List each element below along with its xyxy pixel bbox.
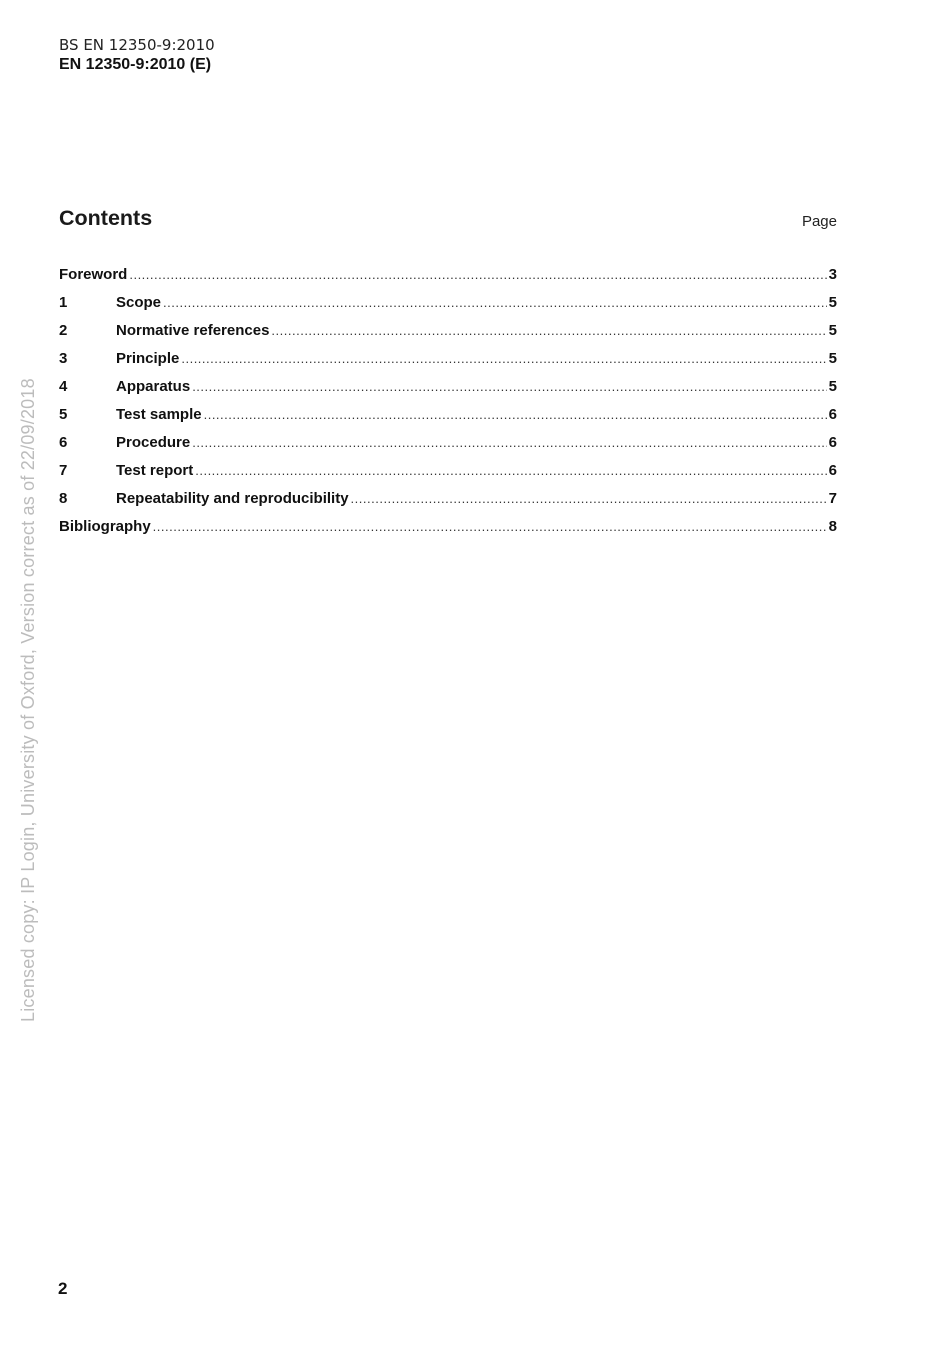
standard-bs-code: BS EN 12350-9:2010 — [59, 36, 215, 54]
dot-leader — [271, 323, 826, 338]
dot-leader — [204, 407, 827, 422]
dot-leader — [192, 435, 826, 450]
toc-entry-page: 6 — [828, 406, 837, 423]
toc-entry-title: Normative references — [116, 322, 270, 339]
toc-entry-foreword[interactable] — [59, 266, 837, 294]
table-of-contents — [59, 266, 837, 546]
toc-entry-number: 3 — [59, 350, 68, 367]
toc-entry-number: 6 — [59, 434, 68, 451]
dot-leader — [163, 295, 827, 310]
toc-entry-scope[interactable] — [59, 294, 837, 322]
toc-entry-page: 3 — [828, 266, 837, 283]
toc-entry-apparatus[interactable] — [59, 378, 837, 406]
dot-leader — [351, 491, 827, 506]
toc-entry-number: 5 — [59, 406, 68, 423]
toc-entry-page: 5 — [828, 322, 837, 339]
toc-entry-page: 8 — [828, 518, 837, 535]
toc-entry-number: 4 — [59, 378, 68, 395]
toc-entry-number: 1 — [59, 294, 68, 311]
toc-entry-number: 8 — [59, 490, 68, 507]
toc-entry-page: 6 — [828, 434, 837, 451]
page-number: 2 — [58, 1279, 68, 1298]
toc-entry-title: Bibliography — [59, 518, 151, 535]
toc-entry-title: Principle — [116, 350, 180, 367]
toc-entry-normative-references[interactable] — [59, 322, 837, 350]
dot-leader — [195, 463, 826, 478]
toc-entry-title: Test report — [116, 462, 194, 479]
dot-leader — [129, 267, 826, 282]
toc-entry-title: Test sample — [116, 406, 202, 423]
toc-entry-number: 2 — [59, 322, 68, 339]
dot-leader — [192, 379, 826, 394]
page-column-label: Page — [801, 213, 837, 230]
toc-entry-page: 5 — [828, 294, 837, 311]
contents-heading: Contents — [59, 206, 153, 230]
standard-en-code: EN 12350-9:2010 (E) — [59, 56, 212, 73]
license-watermark: Licensed copy: IP Login, University of Oxford, Version correct as of 22/09/2018 — [18, 378, 38, 1022]
toc-entry-bibliography[interactable] — [59, 518, 837, 546]
toc-entry-title: Scope — [116, 294, 162, 311]
toc-entry-title: Repeatability and reproducibility — [116, 490, 349, 507]
dot-leader — [153, 519, 827, 534]
toc-entry-repeatability[interactable] — [59, 490, 837, 518]
dot-leader — [181, 351, 826, 366]
toc-entry-page: 5 — [828, 350, 837, 367]
toc-entry-test-sample[interactable] — [59, 406, 837, 434]
toc-entry-test-report[interactable] — [59, 462, 837, 490]
toc-entry-principle[interactable] — [59, 350, 837, 378]
toc-entry-number: 7 — [59, 462, 68, 479]
document-header — [59, 36, 215, 75]
toc-entry-page: 6 — [828, 462, 837, 479]
toc-entry-title: Procedure — [116, 434, 191, 451]
toc-entry-page: 7 — [828, 490, 837, 507]
toc-entry-title: Foreword — [59, 266, 128, 283]
toc-entry-procedure[interactable] — [59, 434, 837, 462]
toc-entry-page: 5 — [828, 378, 837, 395]
toc-entry-title: Apparatus — [116, 378, 191, 395]
